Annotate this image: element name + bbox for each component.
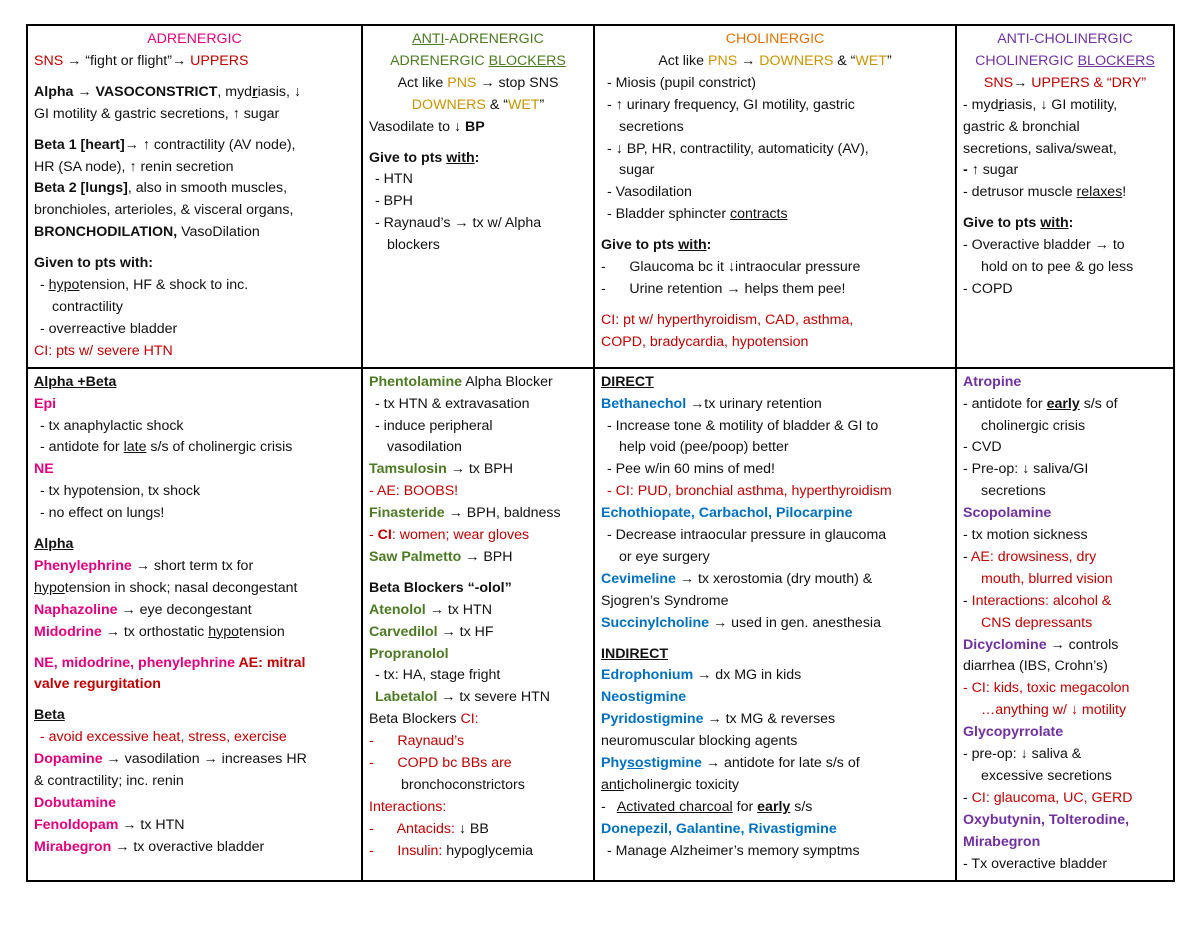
line bbox=[601, 775, 949, 797]
table-row-overview bbox=[27, 25, 1174, 368]
text: - Insulin: bbox=[369, 842, 443, 859]
text: CI: glaucoma, UC, GERD bbox=[971, 789, 1133, 806]
line: - induce peripheral bbox=[375, 417, 493, 434]
contraindication: COPD, bradycardia, hypotension bbox=[601, 333, 809, 350]
line: - Raynaud’s → tx w/ Alpha bbox=[375, 215, 542, 232]
text: tension bbox=[239, 623, 285, 640]
text: ANTI bbox=[412, 31, 445, 47]
line: - BPH bbox=[375, 193, 413, 210]
line: mouth, blurred vision bbox=[981, 570, 1113, 587]
text: -ADRENERGIC bbox=[444, 31, 544, 47]
text: → “fight or flight”→ bbox=[63, 52, 191, 69]
drug-name: Finasteride bbox=[369, 505, 445, 522]
line bbox=[369, 117, 587, 139]
line bbox=[34, 837, 355, 859]
contraindication: CI: pts w/ severe HTN bbox=[34, 342, 173, 359]
section-title: Alpha +Beta bbox=[34, 373, 117, 390]
text: Interactions: alcohol & bbox=[971, 592, 1112, 609]
drug-name: Saw Palmetto bbox=[369, 548, 462, 565]
text: , also in smooth muscles, bbox=[127, 180, 288, 197]
drug-name: Phentolamine bbox=[369, 373, 463, 390]
drug-name: NE bbox=[34, 461, 54, 478]
drug-name: Cevimeline bbox=[601, 570, 676, 587]
line: hold on to pee & go less bbox=[981, 259, 1134, 276]
text: → BPH bbox=[461, 548, 513, 565]
text: Alpha Blocker bbox=[462, 373, 553, 390]
text: hypoglycemia bbox=[442, 842, 534, 859]
line bbox=[34, 222, 355, 244]
text: cholinergic toxicity bbox=[623, 777, 739, 793]
line bbox=[34, 135, 355, 157]
text: & “ bbox=[833, 52, 856, 69]
line bbox=[369, 73, 587, 95]
line: - Overactive bladder → to bbox=[963, 237, 1125, 254]
line: - tx: HA, stage fright bbox=[375, 667, 501, 684]
drug-name: Mirabegron bbox=[34, 838, 112, 855]
section-title: Beta bbox=[34, 707, 65, 724]
drug-name: Mirabegron bbox=[963, 833, 1041, 850]
text: & “ bbox=[485, 96, 508, 113]
line: GI motility & gastric secretions, ↑ sugar bbox=[34, 105, 280, 122]
line bbox=[369, 503, 587, 525]
drug-name: Naphazoline bbox=[34, 601, 118, 618]
text: CHOLINERGIC bbox=[975, 52, 1078, 69]
line: - COPD bc BBs are bbox=[369, 755, 512, 772]
drug-name: Fenoldopam bbox=[34, 816, 119, 833]
text: ! bbox=[1122, 184, 1127, 201]
text: - Antacids: bbox=[369, 820, 455, 837]
drug-name: Pyridostigmine bbox=[601, 711, 704, 728]
line bbox=[963, 635, 1167, 657]
text: → ↑ contractility (AV node), bbox=[124, 136, 296, 153]
line: - Urine retention → helps them pee! bbox=[601, 280, 846, 297]
text: hypo bbox=[208, 623, 239, 640]
text: r bbox=[998, 96, 1004, 113]
line: - Miosis (pupil constrict) bbox=[607, 74, 756, 91]
text: AE: mitral bbox=[238, 654, 306, 671]
text: → BPH, baldness bbox=[444, 505, 561, 522]
heading-anti-adrenergic bbox=[369, 29, 587, 51]
cell-cholinergic-overview bbox=[594, 25, 956, 368]
text: early bbox=[1046, 395, 1080, 412]
text: CI: bbox=[460, 711, 479, 728]
text: PNS bbox=[707, 52, 738, 69]
text: Give to pts bbox=[963, 215, 1041, 232]
table-row-drugs bbox=[27, 368, 1174, 881]
drug-name: Dopamine bbox=[34, 751, 103, 768]
line bbox=[369, 709, 587, 731]
text: Alpha → VASOCONSTRICT bbox=[34, 83, 218, 100]
text: Act like bbox=[397, 74, 448, 91]
line bbox=[369, 622, 587, 644]
text: → tx HTN bbox=[425, 601, 492, 618]
line: - Vasodilation bbox=[607, 184, 692, 201]
text: - bbox=[963, 789, 972, 806]
cell-anti-cholinergic-overview bbox=[956, 25, 1174, 368]
text: → short term tx for bbox=[131, 557, 254, 574]
line bbox=[601, 394, 949, 416]
text: anti bbox=[601, 777, 624, 793]
text: Beta 1 [heart] bbox=[34, 136, 125, 153]
line: - overreactive bladder bbox=[40, 320, 178, 337]
line bbox=[369, 600, 587, 622]
text: sugar bbox=[978, 162, 1019, 179]
line: - Manage Alzheimer’s memory symptms bbox=[607, 842, 860, 859]
cell-adrenergic-drugs bbox=[27, 368, 362, 881]
drug-name: stigmine bbox=[643, 755, 702, 772]
line bbox=[963, 182, 1167, 204]
text: →tx urinary retention bbox=[686, 395, 822, 412]
line: help void (pee/poop) better bbox=[619, 439, 789, 456]
drug-name: Neostigmine bbox=[601, 689, 687, 706]
line: secretions bbox=[619, 118, 684, 135]
line bbox=[369, 687, 587, 709]
drug-name: Bethanechol bbox=[601, 395, 687, 412]
line: - Tx overactive bladder bbox=[963, 855, 1108, 872]
line bbox=[34, 622, 355, 644]
line: secretions, saliva/sweat, bbox=[963, 140, 1117, 157]
line: - AE: BOOBS! bbox=[369, 483, 459, 500]
text: NE, midodrine, phenylephrine bbox=[34, 654, 239, 671]
line: bronchioles, arterioles, & visceral organs, bbox=[34, 202, 294, 219]
line: - Pee w/in 60 mins of med! bbox=[607, 461, 775, 478]
drug-name: Donepezil, Galantine, Rivastigmine bbox=[601, 820, 837, 837]
line: - tx motion sickness bbox=[963, 527, 1088, 544]
text: SNS bbox=[34, 52, 64, 69]
text: s/s bbox=[790, 798, 813, 815]
section-title: INDIRECT bbox=[601, 645, 668, 662]
drug-name: Succinylcholine bbox=[601, 614, 710, 631]
heading-adrenergic: ADRENERGIC bbox=[147, 31, 242, 47]
text: iasis, ↓ bbox=[257, 83, 301, 100]
line: - pre-op: ↓ saliva & bbox=[963, 746, 1082, 763]
line: contractility bbox=[52, 298, 123, 315]
line: bronchoconstrictors bbox=[401, 777, 525, 793]
line: gastric & bronchial bbox=[963, 118, 1080, 135]
drug-name: Echothiopate, Carbachol, Pilocarpine bbox=[601, 505, 853, 522]
drug-name: Midodrine bbox=[34, 623, 102, 640]
line: - avoid excessive heat, stress, exercise bbox=[40, 729, 287, 746]
text: → bbox=[737, 52, 760, 69]
line bbox=[601, 709, 949, 731]
line: - HTN bbox=[375, 171, 413, 188]
text: → used in gen. anesthesia bbox=[709, 614, 881, 631]
line: - Increase tone & motility of bladder & GI to bbox=[607, 417, 879, 434]
line: - CVD bbox=[963, 439, 1002, 456]
text: BRONCHODILATION, bbox=[34, 224, 178, 241]
text: - ↑ bbox=[963, 162, 979, 179]
text: → tx severe HTN bbox=[437, 689, 551, 706]
drug-name: Edrophonium bbox=[601, 667, 694, 684]
text: hypo bbox=[48, 277, 80, 294]
line bbox=[369, 95, 587, 117]
text: → controls bbox=[1046, 636, 1119, 653]
subheading bbox=[369, 51, 587, 73]
drug-name: Dicyclomine bbox=[963, 636, 1047, 653]
text: - detrusor muscle bbox=[963, 184, 1077, 201]
text: SNS bbox=[983, 74, 1014, 91]
text: WET bbox=[855, 52, 887, 69]
text: UPPERS bbox=[190, 52, 249, 69]
text: Act like bbox=[658, 52, 708, 69]
text: contracts bbox=[730, 206, 788, 223]
text: VasoDilation bbox=[177, 224, 260, 241]
text: s/s of cholinergic crisis bbox=[146, 439, 293, 456]
text: → tx HTN bbox=[118, 816, 185, 833]
text: → tx overactive bladder bbox=[111, 838, 265, 855]
line: HR (SA node), ↑ renin secretion bbox=[34, 158, 234, 175]
line bbox=[601, 235, 949, 257]
line: - Pre-op: ↓ saliva/GI bbox=[963, 461, 1089, 478]
section-title: Alpha bbox=[34, 536, 74, 553]
text: → tx BPH bbox=[446, 461, 514, 478]
line: - no effect on lungs! bbox=[40, 505, 165, 522]
text: : bbox=[1068, 215, 1074, 232]
line: Sjogren’s Syndrome bbox=[601, 592, 729, 609]
line: …anything w/ ↓ motility bbox=[981, 702, 1127, 719]
line bbox=[369, 841, 587, 863]
line bbox=[963, 788, 1167, 810]
line bbox=[963, 547, 1167, 569]
text: - antidote for bbox=[963, 395, 1047, 412]
line bbox=[34, 556, 355, 578]
line bbox=[963, 213, 1167, 235]
line: blockers bbox=[387, 237, 440, 254]
line bbox=[963, 95, 1167, 117]
text: Give to pts bbox=[369, 149, 447, 166]
text: DOWNERS bbox=[411, 96, 486, 113]
text: Vasodilate to bbox=[369, 118, 454, 135]
line bbox=[369, 819, 587, 841]
text: & “DRY” bbox=[1089, 74, 1147, 91]
text: - Bladder sphincter bbox=[607, 206, 731, 223]
text: - bbox=[40, 277, 49, 294]
drug-name: Carvedilol bbox=[369, 623, 438, 640]
line bbox=[963, 394, 1167, 416]
drug-name: Phenylephrine bbox=[34, 557, 132, 574]
drug-name: Atenolol bbox=[369, 601, 426, 618]
line: - tx HTN & extravasation bbox=[375, 395, 530, 412]
text: → tx orthostatic bbox=[101, 623, 209, 640]
line bbox=[34, 600, 355, 622]
line bbox=[601, 204, 949, 226]
drug-summary-table bbox=[26, 24, 1175, 882]
text: with bbox=[1040, 215, 1069, 232]
text: DOWNERS bbox=[759, 52, 834, 69]
line: CNS depressants bbox=[981, 614, 1093, 631]
line: vasodilation bbox=[387, 439, 462, 456]
line bbox=[34, 653, 355, 675]
text: iasis, ↓ GI motility, bbox=[1004, 96, 1118, 113]
line bbox=[34, 578, 355, 600]
text: ADRENERGIC bbox=[390, 52, 489, 69]
line bbox=[963, 591, 1167, 613]
drug-name: Atropine bbox=[963, 373, 1022, 390]
text: UPPERS bbox=[1031, 74, 1090, 91]
section-title: Beta Blockers “-olol” bbox=[369, 579, 512, 596]
cell-cholinergic-drugs bbox=[594, 368, 956, 881]
drug-name: Glycopyrrolate bbox=[963, 724, 1064, 741]
text: ” bbox=[886, 52, 892, 69]
line: diarrhea (IBS, Crohn’s) bbox=[963, 658, 1108, 675]
line: - CI: PUD, bronchial asthma, hyperthyroidism bbox=[607, 483, 892, 500]
text: → tx xerostomia (dry mouth) & bbox=[675, 570, 873, 587]
cell-adrenergic-overview bbox=[27, 25, 362, 368]
line: sugar bbox=[619, 162, 655, 179]
text: early bbox=[757, 798, 791, 815]
line: - CI: kids, toxic megacolon bbox=[963, 680, 1130, 697]
line: excessive secretions bbox=[981, 768, 1112, 784]
line bbox=[601, 753, 949, 775]
line bbox=[369, 547, 587, 569]
line bbox=[34, 82, 355, 104]
line bbox=[369, 525, 587, 547]
text: - bbox=[963, 548, 971, 565]
line bbox=[601, 613, 949, 635]
line: neuromuscular blocking agents bbox=[601, 733, 798, 750]
line bbox=[369, 148, 587, 170]
text: CI bbox=[377, 527, 392, 544]
drug-name: so bbox=[627, 755, 644, 772]
line bbox=[601, 569, 949, 591]
line bbox=[34, 51, 355, 73]
subheading bbox=[601, 51, 949, 73]
text: → eye decongestant bbox=[117, 601, 252, 618]
text: - antidote for bbox=[40, 439, 124, 456]
text: ” bbox=[539, 96, 545, 113]
text: - bbox=[963, 592, 972, 609]
line: - Glaucoma bc it ↓intraocular pressure bbox=[601, 259, 861, 276]
drug-name: Propranolol bbox=[369, 645, 449, 662]
text: tension, HF & shock to inc. bbox=[79, 277, 249, 294]
text: → bbox=[1013, 74, 1032, 91]
drug-name: Epi bbox=[34, 395, 57, 412]
text: tension in shock; nasal decongestant bbox=[64, 579, 298, 596]
line bbox=[34, 815, 355, 837]
section-title: Interactions: bbox=[369, 798, 447, 815]
drug-name: Scopolamine bbox=[963, 505, 1052, 522]
drug-name: Labetalol bbox=[375, 689, 438, 706]
text: for bbox=[732, 798, 758, 815]
text: , myd bbox=[217, 83, 253, 100]
text: Give to pts bbox=[601, 237, 679, 254]
line bbox=[601, 797, 949, 819]
line: - tx anaphylactic shock bbox=[40, 417, 184, 434]
text: r bbox=[252, 83, 258, 100]
text: → antidote for late s/s of bbox=[701, 755, 860, 772]
text: Beta 2 [lungs] bbox=[34, 180, 128, 197]
text: → stop SNS bbox=[476, 74, 559, 91]
text: with bbox=[678, 237, 707, 254]
text: AE: drowsiness, dry bbox=[970, 548, 1097, 565]
text: ↓ BB bbox=[454, 820, 489, 837]
line: - tx hypotension, tx shock bbox=[40, 483, 201, 500]
text: Beta Blockers bbox=[369, 711, 461, 728]
line bbox=[34, 437, 355, 459]
drug-name: Oxybutynin, Tolterodine, bbox=[963, 811, 1130, 828]
line: Given to pts with: bbox=[34, 255, 154, 272]
line: secretions bbox=[981, 483, 1046, 500]
line bbox=[369, 372, 587, 394]
text: : bbox=[706, 237, 712, 254]
drug-name: Phy bbox=[601, 755, 628, 772]
section-title: DIRECT bbox=[601, 373, 654, 390]
line: - ↓ BP, HR, contractility, automaticity (AV), bbox=[607, 140, 869, 157]
text: : women; wear gloves bbox=[391, 527, 530, 544]
text: : bbox=[474, 149, 480, 166]
cell-anti-adrenergic-drugs bbox=[362, 368, 594, 881]
text: late bbox=[123, 439, 147, 456]
contraindication: CI: pt w/ hyperthyroidism, CAD, asthma, bbox=[601, 311, 854, 328]
drug-name: Tamsulosin bbox=[369, 461, 447, 478]
line bbox=[34, 178, 355, 200]
line: - Raynaud’s bbox=[369, 733, 465, 750]
text: Activated charcoal bbox=[616, 798, 733, 815]
text: → vasodilation → increases HR bbox=[102, 751, 307, 768]
line: - COPD bbox=[963, 280, 1013, 297]
line: - ↑ urinary frequency, GI motility, gastric bbox=[607, 96, 855, 113]
text: PNS bbox=[447, 74, 477, 91]
line bbox=[963, 160, 1167, 182]
heading-anti-cholinergic: ANTI-CHOLINERGIC bbox=[997, 31, 1133, 47]
text: with bbox=[446, 149, 475, 166]
text: s/s of bbox=[1079, 395, 1118, 412]
line bbox=[369, 459, 587, 481]
text: ↓ BP bbox=[453, 118, 485, 135]
text: WET bbox=[507, 96, 540, 113]
line: & contractility; inc. renin bbox=[34, 773, 184, 790]
text: → dx MG in kids bbox=[693, 667, 802, 684]
line bbox=[601, 665, 949, 687]
text: → tx HF bbox=[437, 623, 494, 640]
line: cholinergic crisis bbox=[981, 417, 1086, 434]
cell-anti-adrenergic-overview bbox=[362, 25, 594, 368]
line: or eye surgery bbox=[619, 548, 710, 565]
text: - myd bbox=[963, 96, 999, 113]
cell-anti-cholinergic-drugs bbox=[956, 368, 1174, 881]
line bbox=[963, 73, 1167, 95]
line: - Decrease intraocular pressure in glaucoma bbox=[607, 527, 887, 544]
line bbox=[34, 749, 355, 771]
line bbox=[34, 275, 355, 297]
text: BLOCKERS bbox=[488, 52, 566, 69]
text: BLOCKERS bbox=[1077, 52, 1155, 69]
text: - bbox=[369, 527, 378, 544]
drug-name: Dobutamine bbox=[34, 795, 116, 811]
text: relaxes bbox=[1076, 184, 1123, 201]
text: hypo bbox=[34, 579, 65, 596]
text: - bbox=[601, 798, 617, 815]
subheading bbox=[963, 51, 1167, 73]
text: → tx MG & reverses bbox=[703, 711, 836, 728]
heading-cholinergic: CHOLINERGIC bbox=[725, 31, 825, 47]
line: valve regurgitation bbox=[34, 676, 161, 693]
